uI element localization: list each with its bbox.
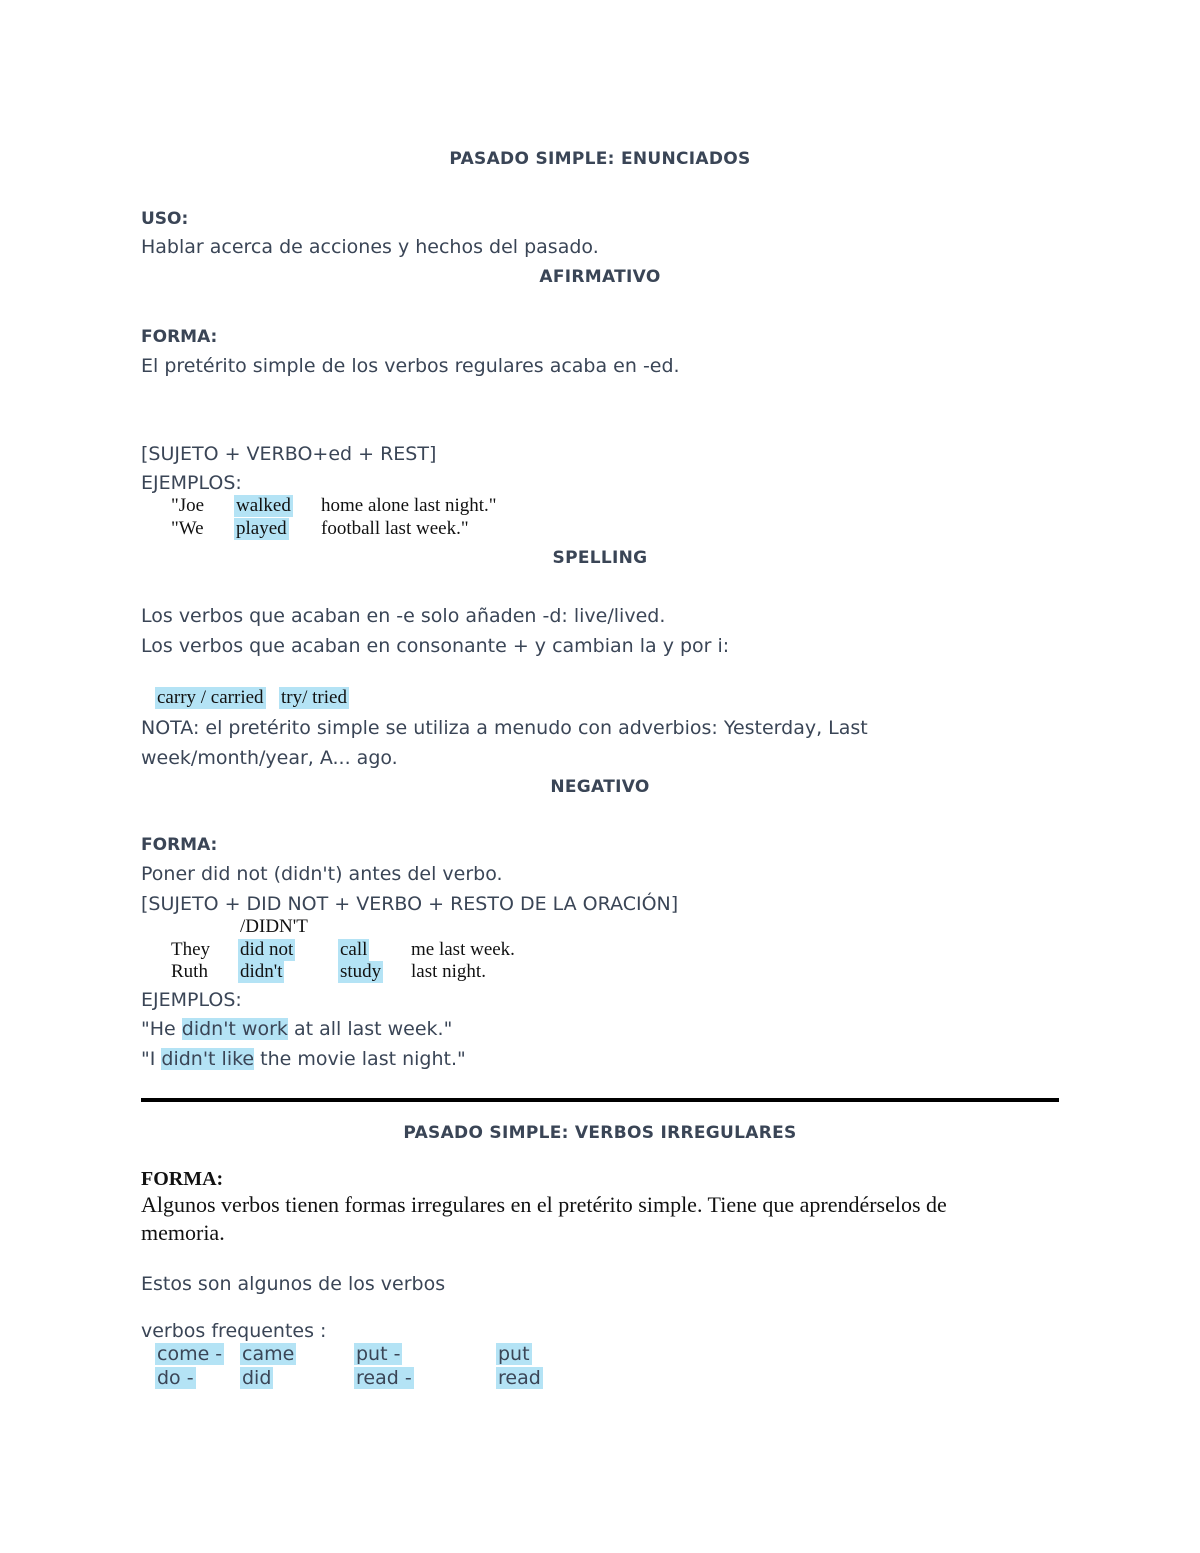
- negativo-heading: NEGATIVO: [550, 777, 650, 797]
- example-text: "I: [141, 1048, 162, 1070]
- example-text: the movie last night.": [254, 1048, 466, 1070]
- negative-example-2: [141, 1048, 466, 1070]
- negativo-ejemplos-label: EJEMPLOS:: [141, 989, 242, 1011]
- example-subject: "We: [171, 518, 204, 539]
- example-rest: home alone last night.": [321, 495, 497, 516]
- verb-past: came: [242, 1343, 295, 1365]
- verb-past: read: [498, 1367, 541, 1389]
- section2-intro: Estos son algunos de los verbos: [141, 1273, 446, 1295]
- example-highlight: didn't like: [161, 1048, 255, 1070]
- verb-base: put -: [356, 1343, 401, 1365]
- example-verb: walked: [236, 495, 291, 516]
- example-text: at all last week.": [287, 1018, 453, 1040]
- verb-past: put: [498, 1343, 530, 1365]
- verb-past: did: [242, 1367, 272, 1389]
- verb-base: come -: [157, 1343, 223, 1365]
- negative-subject: Ruth: [171, 961, 208, 982]
- afirmativo-formula: [SUJETO + VERBO+ed + REST]: [141, 443, 437, 465]
- section2-forma-line1: Algunos verbos tienen formas irregulares en el pretérito simple. Tiene que aprendérselos de: [141, 1192, 947, 1217]
- uso-label: USO:: [141, 209, 189, 229]
- example-rest: football last week.": [321, 518, 469, 539]
- spelling-example: try/ tried: [281, 687, 347, 708]
- negative-aux: did not: [240, 939, 294, 960]
- negativo-formula: [SUJETO + DID NOT + VERBO + RESTO DE LA ORACIÓN]: [141, 893, 679, 915]
- nota-line2: week/month/year, A... ago.: [141, 747, 398, 769]
- frequent-verbs-label: verbos frequentes :: [141, 1320, 327, 1342]
- afirmativo-forma-text: El pretérito simple de los verbos regulares acaba en -ed.: [141, 355, 680, 377]
- example-verb: played: [236, 518, 287, 539]
- negative-rest: last night.: [411, 961, 486, 982]
- spelling-line1: Los verbos que acaban en -e solo añaden -d: live/lived.: [141, 605, 666, 627]
- example-highlight: didn't work: [181, 1018, 288, 1040]
- verb-base: read -: [356, 1367, 412, 1389]
- uso-text: Hablar acerca de acciones y hechos del pasado.: [141, 236, 599, 258]
- spelling-line2: Los verbos que acaban en consonante + y cambian la y por i:: [141, 635, 730, 657]
- afirmativo-forma-label: FORMA:: [141, 327, 218, 347]
- negativo-forma-label: FORMA:: [141, 835, 218, 855]
- nota-line1: NOTA: el pretérito simple se utiliza a menudo con adverbios: Yesterday, Last: [141, 717, 868, 739]
- afirmativo-heading: AFIRMATIVO: [539, 267, 661, 287]
- example-subject: "Joe: [171, 495, 205, 516]
- section2-title: PASADO SIMPLE: VERBOS IRREGULARES: [403, 1123, 797, 1143]
- afirmativo-ejemplos-label: EJEMPLOS:: [141, 472, 242, 494]
- negative-aux: didn't: [240, 961, 283, 982]
- negativo-forma-text: Poner did not (didn't) antes del verbo.: [141, 863, 503, 885]
- negative-rest: me last week.: [411, 939, 515, 960]
- page-title: PASADO SIMPLE: ENUNCIADOS: [449, 149, 751, 169]
- negative-subject: They: [171, 939, 211, 960]
- spelling-example: carry / carried: [157, 687, 264, 708]
- spelling-heading: SPELLING: [552, 548, 648, 568]
- verb-base: do -: [157, 1367, 194, 1389]
- section-divider: [141, 1098, 1059, 1102]
- negative-verb: call: [340, 939, 368, 960]
- negative-verb: study: [340, 961, 382, 982]
- example-text: "He: [141, 1018, 182, 1040]
- negative-example-1: [141, 1018, 452, 1040]
- section2-forma-label: FORMA:: [141, 1168, 224, 1190]
- section2-forma-line2: memoria.: [141, 1220, 225, 1245]
- didnt-header: /DIDN'T: [240, 916, 308, 937]
